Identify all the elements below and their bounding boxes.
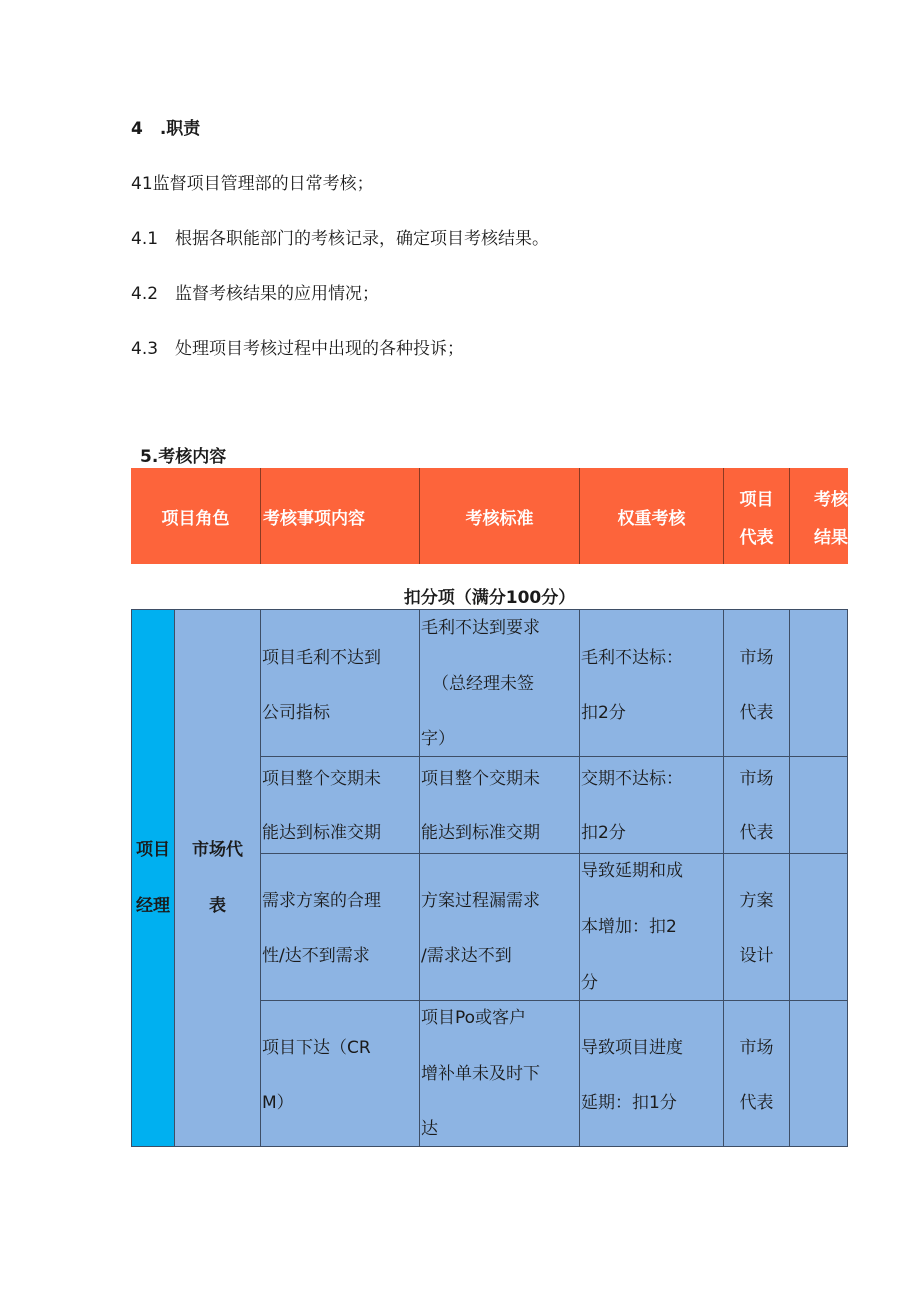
standard-cell xyxy=(419,1000,580,1147)
standard-line: 毛利不达到要求 xyxy=(421,618,540,638)
item-line: 项目毛利不达到 xyxy=(262,648,381,668)
header-result-bottom: 结果 xyxy=(814,527,848,548)
weight-cell xyxy=(579,756,724,854)
duties-heading: 4 .职责 xyxy=(131,119,201,139)
rep-cell xyxy=(723,1000,790,1147)
header-result-top: 考核 xyxy=(814,489,848,510)
header-rep-top: 项目 xyxy=(739,489,774,510)
standard-line: 项目整个交期未 xyxy=(421,769,540,789)
result-cell xyxy=(789,609,848,757)
standard-cell xyxy=(419,853,580,1001)
weight-line: 扣2分 xyxy=(581,703,626,723)
item-line: 公司指标 xyxy=(262,703,330,723)
table-header xyxy=(131,468,848,564)
role-line: 经理 xyxy=(136,896,170,916)
table-row xyxy=(260,853,420,1001)
standard-cell xyxy=(419,756,580,854)
table-subtitle: 扣分项（满分100分） xyxy=(403,588,576,608)
standard-line: 项目Po或客户 xyxy=(421,1008,527,1028)
duty-item: 41监督项目管理部的日常考核； xyxy=(131,174,374,194)
item-line: M） xyxy=(262,1093,294,1113)
standard-line: 字） xyxy=(421,729,455,749)
weight-line: 扣2分 xyxy=(581,823,626,843)
item-line: 项目下达（CR xyxy=(262,1038,371,1058)
item-line: 性/达不到需求 xyxy=(262,946,370,966)
standard-line: 达 xyxy=(421,1119,438,1139)
header-rep xyxy=(723,468,789,564)
section-title: 5.考核内容 xyxy=(140,447,227,467)
weight-line: 分 xyxy=(581,973,598,993)
subrole-line: 表 xyxy=(209,896,226,916)
result-cell xyxy=(789,756,848,854)
header-weight: 权重考核 xyxy=(579,468,723,564)
header-item: 考核事项内容 xyxy=(260,468,419,564)
rep-cell xyxy=(723,609,790,757)
standard-line: （总经理未签 xyxy=(432,674,534,694)
rep-line: 代表 xyxy=(739,703,774,723)
weight-line: 导致项目进度 xyxy=(581,1038,683,1058)
weight-cell xyxy=(579,1000,724,1147)
rep-line: 代表 xyxy=(739,823,774,843)
assessment-table xyxy=(131,609,848,1147)
standard-cell xyxy=(419,609,580,757)
rep-line: 市场 xyxy=(739,769,774,789)
role-cell xyxy=(131,609,175,1147)
header-standard: 考核标准 xyxy=(419,468,579,564)
header-result xyxy=(789,468,848,564)
role-line: 项目 xyxy=(136,840,170,860)
standard-line: 能达到标准交期 xyxy=(421,823,540,843)
weight-line: 延期：扣1分 xyxy=(581,1093,677,1113)
standard-line: 增补单未及时下 xyxy=(421,1064,540,1084)
weight-cell xyxy=(579,853,724,1001)
item-line: 需求方案的合理 xyxy=(262,891,381,911)
standard-line: /需求达不到 xyxy=(421,946,512,966)
result-cell xyxy=(789,1000,848,1147)
duty-item: 4.2 监督考核结果的应用情况； xyxy=(131,284,380,304)
rep-line: 市场 xyxy=(739,1038,774,1058)
table-row xyxy=(260,756,420,854)
result-cell xyxy=(789,853,848,1001)
rep-line: 设计 xyxy=(739,946,774,966)
subrole-cell xyxy=(174,609,261,1147)
header-rep-bottom: 代表 xyxy=(739,527,774,548)
standard-line: 方案过程漏需求 xyxy=(421,891,540,911)
rep-line: 代表 xyxy=(739,1093,774,1113)
rep-line: 市场 xyxy=(739,648,774,668)
weight-cell xyxy=(579,609,724,757)
table-row xyxy=(260,609,420,757)
item-line: 能达到标准交期 xyxy=(262,823,381,843)
weight-line: 交期不达标： xyxy=(581,769,683,789)
duty-item: 4.1 根据各职能部门的考核记录，确定项目考核结果。 xyxy=(131,229,550,249)
weight-line: 毛利不达标： xyxy=(581,648,683,668)
weight-line: 导致延期和成 xyxy=(581,861,683,881)
header-role: 项目角色 xyxy=(161,508,230,529)
item-line: 项目整个交期未 xyxy=(262,769,381,789)
rep-cell xyxy=(723,756,790,854)
rep-line: 方案 xyxy=(739,891,774,911)
table-row xyxy=(260,1000,420,1147)
weight-line: 本增加：扣2 xyxy=(581,917,677,937)
subrole-line: 市场代 xyxy=(192,840,243,860)
duty-item: 4.3 处理项目考核过程中出现的各种投诉； xyxy=(131,339,465,359)
rep-cell xyxy=(723,853,790,1001)
